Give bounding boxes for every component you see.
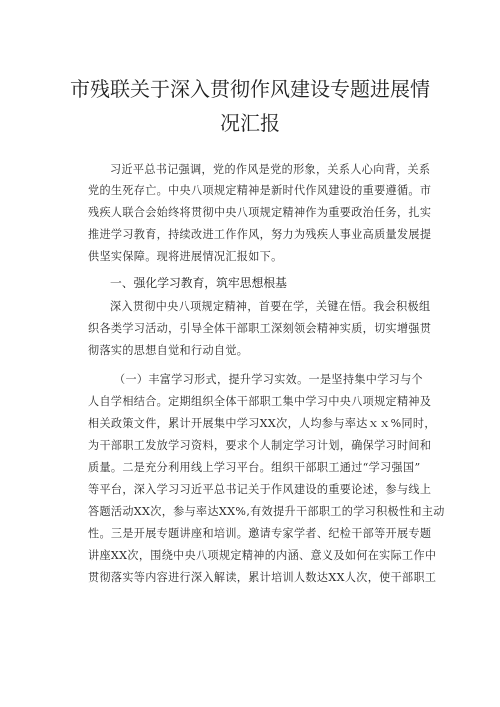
section-paragraph-line: 织各类学习活动，引导全体干部职工深刻领会精神实质，切实增强贯 <box>88 322 432 335</box>
subsection-paragraph-line: 等平台，深入学习习近平总书记关于作风建设的重要论述，参与线上 <box>88 483 432 496</box>
intro-line: 推进学习教育，持续改进工作作风，努力为残疾人事业高质量发展提 <box>88 228 432 241</box>
subsection-paragraph-line: 人自学相结合。定期组织全体干部职工集中学习中央八项规定精神及 <box>88 395 432 408</box>
intro-line: 供坚实保障。现将进展情况汇报如下。 <box>88 250 283 263</box>
document-title-line-2: 况汇报 <box>220 111 280 135</box>
document-title-line-1: 市残联关于深入贯彻作风建设专题进展情 <box>70 77 430 101</box>
subsection-paragraph-line: 答题活动XX次，参与率达XX%,有效提升干部职工的学习积极性和主动 <box>88 505 445 518</box>
subsection-paragraph-line: 性。三是开展专题讲座和培训。邀请专家学者、纪检干部等开展专题 <box>88 527 432 540</box>
section-heading: 一、强化学习教育，筑牢思想根基 <box>110 276 287 290</box>
subsection-paragraph-line: 讲座XX次，围绕中央八项规定精神的内涵、意义及如何在实际工作中 <box>88 549 437 562</box>
section-paragraph-line: 彻落实的思想自觉和行动自觉。 <box>88 344 249 357</box>
subsection-paragraph-line: 为干部职工发放学习资料，要求个人制定学习计划，确保学习时间和 <box>88 439 432 452</box>
subsection-paragraph-line: 质量。二是充分利用线上学习平台。组织干部职工通过“学习强国” <box>88 461 421 474</box>
subsection-paragraph-line: （一）丰富学习形式，提升学习实效。一是坚持集中学习与个 <box>114 373 423 386</box>
intro-line: 习近平总书记强调，党的作风是党的形象，关系人心向背，关系 <box>110 163 431 176</box>
subsection-paragraph-line: 贯彻落实等内容进行深入解读，累计培训人数达XX人次，使干部职工 <box>88 571 437 584</box>
subsection-paragraph-line: 相关政策文件，累计开展集中学习XX次，人均参与率达ｘｘ%同时， <box>88 417 436 430</box>
section-paragraph-line: 深入贯彻中央八项规定精神，首要在学，关键在悟。我会积极组 <box>110 300 431 313</box>
intro-line: 残疾人联合会始终将贯彻中央八项规定精神作为重要政治任务，扎实 <box>88 206 432 219</box>
intro-line: 党的生死存亡。中央八项规定精神是新时代作风建设的重要遵循。市 <box>88 184 432 197</box>
